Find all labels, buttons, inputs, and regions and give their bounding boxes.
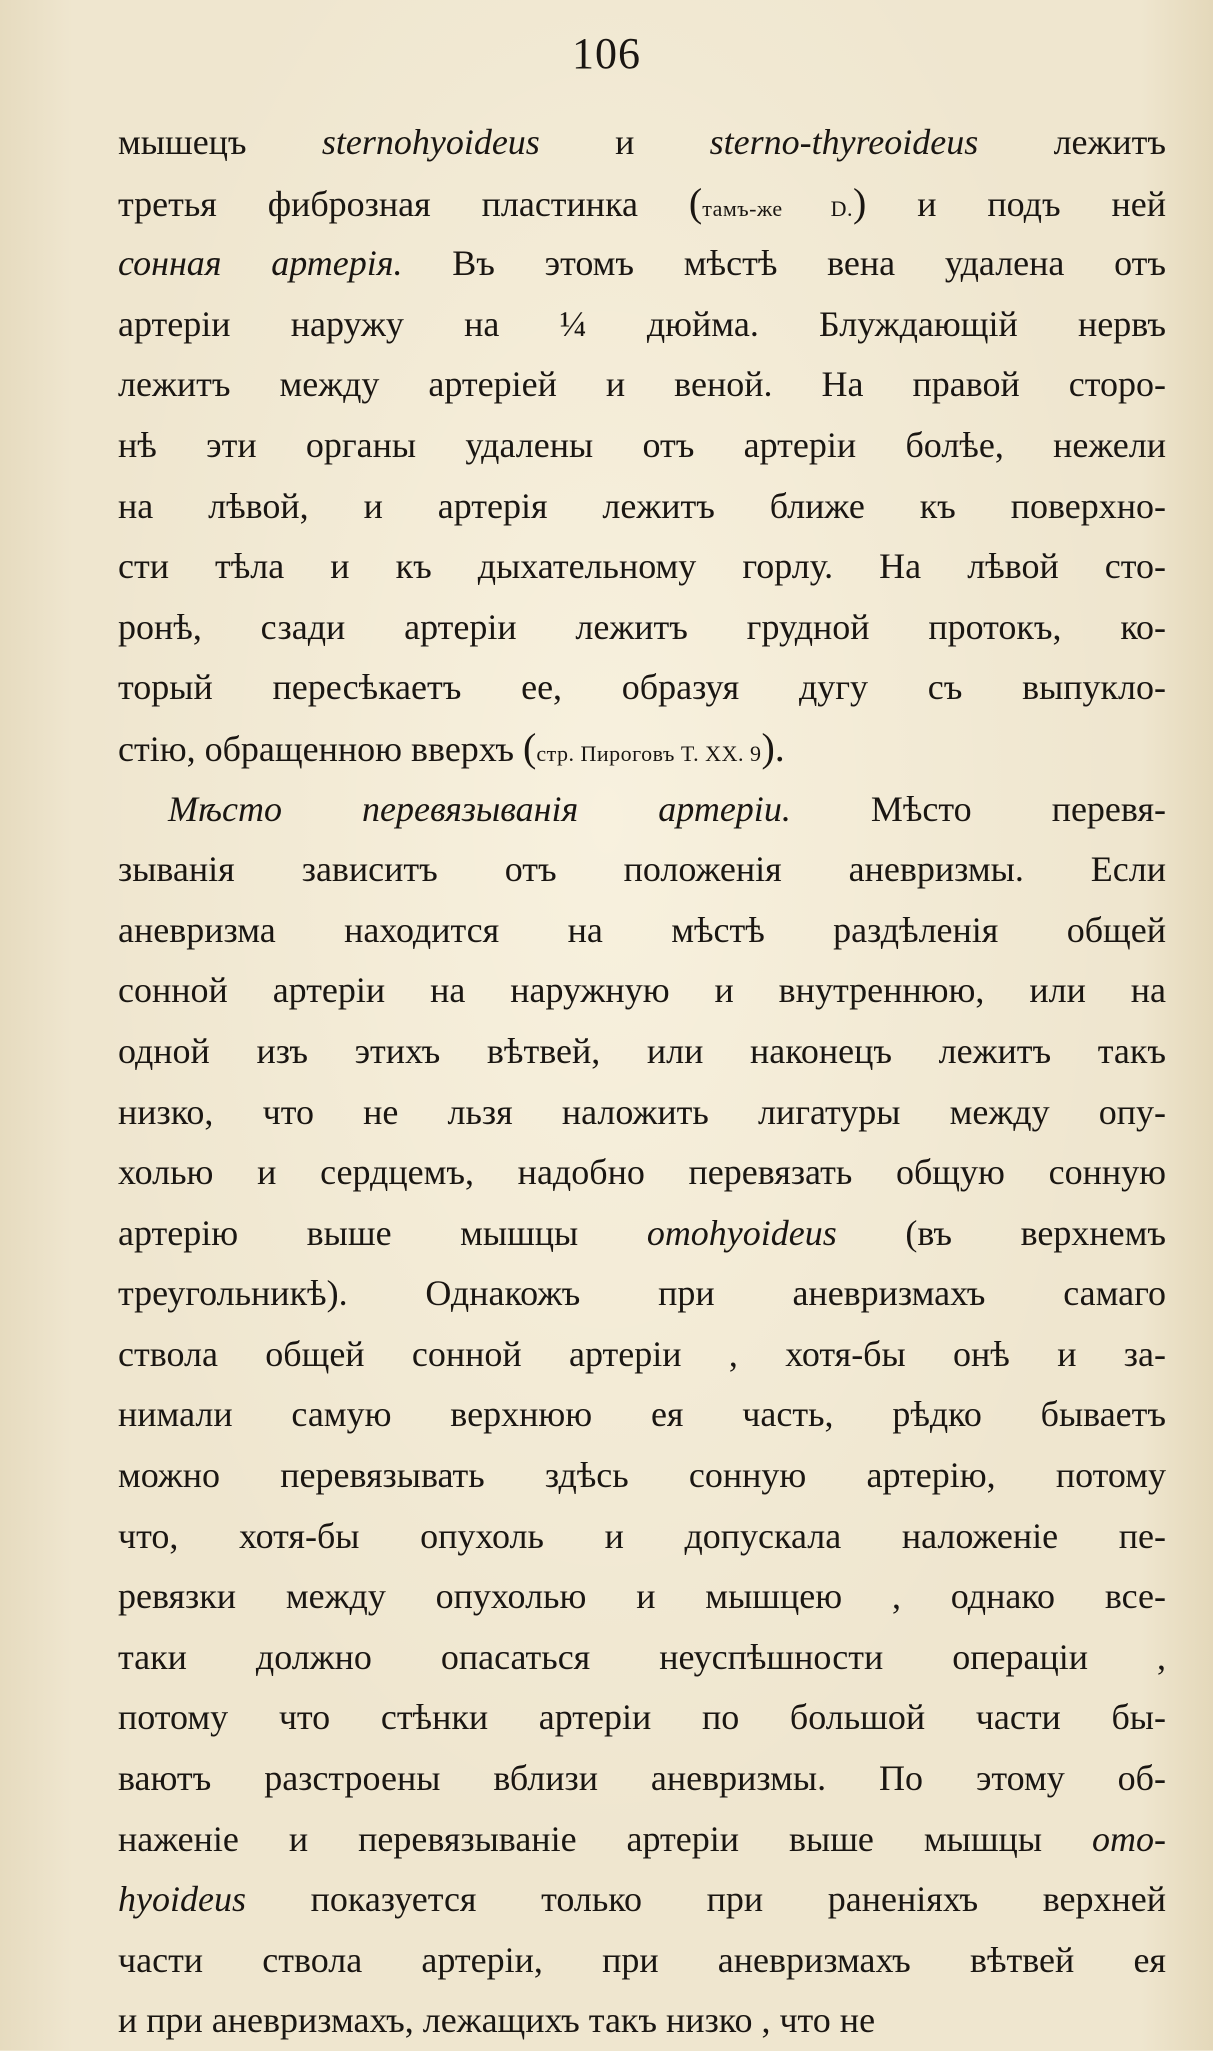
italic-text: sterno-thyreoideus (709, 122, 979, 162)
text-segment: сонной артеріи на наружную и внутреннюю, или на (118, 970, 1166, 1011)
italic-text: hyoideus (118, 1879, 246, 1920)
text-line (118, 173, 1166, 234)
text-line (118, 1324, 1166, 1385)
text-segment: зыванія зависитъ отъ положенія аневризмы. Если (118, 849, 1166, 890)
text-segment: стію, обращенною вверхъ (118, 728, 524, 769)
text-line (118, 1687, 1166, 1748)
text-segment: лежитъ (978, 122, 1166, 162)
text-segment: третья фиброзная пластинка (118, 183, 689, 224)
text-segment: ваютъ разстроены вблизи аневризмы. По этому об- (118, 1758, 1166, 1799)
text-segment: холью и сердцемъ, надобно перевязать общую сонную (118, 1152, 1166, 1193)
text-line (118, 112, 1166, 173)
italic-text: Мѣсто перевязыванія артеріи. (168, 788, 791, 829)
small-caps-reference: стр. Пироговъ T. XX. 9 (536, 740, 762, 766)
text-segment: потому что стѣнки артеріи по большой части бы- (118, 1697, 1166, 1738)
text-segment: ронѣ, сзади артеріи лежитъ грудной протокъ, ко- (118, 606, 1166, 647)
text-segment: ( (688, 179, 703, 225)
text-segment: мышецъ (118, 122, 322, 162)
text-line (118, 900, 1166, 961)
text-segment: показуется только при раненіяхъ верхней (245, 1879, 1166, 1920)
text-segment: нимали самую верхнюю ея часть, рѣдко бываетъ (118, 1394, 1166, 1435)
text-segment: (въ верхнемъ (836, 1212, 1166, 1253)
text-segment: треугольникѣ). Однакожъ при аневризмахъ самаго (118, 1273, 1166, 1314)
text-line (118, 354, 1166, 415)
text-segment: одной изъ этихъ вѣтвей, или наконецъ лежитъ такъ (118, 1030, 1166, 1071)
text-segment: Въ этомъ мѣстѣ вена удалена отъ (402, 243, 1166, 284)
text-segment: ) (852, 179, 867, 225)
text-line (118, 536, 1166, 597)
text-segment: ( (523, 724, 537, 770)
text-line (118, 1748, 1166, 1809)
text-line (118, 1263, 1166, 1324)
text-segment: можно перевязывать здѣсь сонную артерію, потому (118, 1455, 1166, 1496)
text-segment: части ствола артеріи, при аневризмахъ вѣтвей ея (118, 1939, 1166, 1980)
text-line (118, 597, 1166, 658)
text-segment: ствола общей сонной артеріи , хотя-бы онѣ и за- (118, 1333, 1166, 1374)
text-segment: аневризма находится на мѣстѣ раздѣленія общей (118, 909, 1166, 950)
text-segment: и подъ ней (866, 183, 1166, 224)
text-segment: торый пересѣкаетъ ее, образуя дугу съ выпукло- (118, 667, 1166, 708)
text-segment: артеріи наружу на ¼ дюйма. Блуждающій нервъ (118, 303, 1166, 344)
text-segment: артерію выше мышцы (118, 1212, 647, 1253)
text-line (118, 1384, 1166, 1445)
text-segment: ). (761, 724, 785, 770)
text-segment: таки должно опасаться неуспѣшности операціи , (118, 1636, 1166, 1677)
text-line (118, 1566, 1166, 1627)
text-line (118, 1203, 1166, 1264)
text-line (118, 1021, 1166, 1082)
page-number: 106 (572, 29, 641, 78)
text-line (118, 1506, 1166, 1567)
text-line (118, 657, 1166, 718)
text-line (118, 1869, 1166, 1930)
text-line (118, 718, 1166, 779)
small-caps-reference: тамъ-же D. (702, 195, 853, 221)
text-line (118, 1627, 1166, 1688)
text-segment: Мѣсто перевя- (790, 788, 1166, 829)
text-line (118, 415, 1166, 476)
text-segment: сти тѣла и къ дыхательному горлу. На лѣвой сто- (118, 546, 1166, 587)
italic-text: omo- (1092, 1818, 1166, 1859)
text-segment: ревязки между опухолью и мышцею , однако все- (118, 1576, 1166, 1617)
text-line (118, 476, 1166, 537)
text-line (118, 839, 1166, 900)
text-segment: и (539, 122, 710, 162)
body-text (118, 112, 1166, 2051)
text-line (118, 1990, 1166, 2051)
text-line (118, 1142, 1166, 1203)
text-segment: на лѣвой, и артерія лежитъ ближе къ поверхно- (118, 485, 1166, 526)
text-segment: наженіе и перевязываніе артеріи выше мышцы (118, 1818, 1092, 1859)
italic-text: omohyoideus (646, 1212, 837, 1253)
text-line (118, 1445, 1166, 1506)
text-segment: и при аневризмахъ, лежащихъ такъ низко , что не (118, 2000, 876, 2041)
text-segment: нѣ эти органы удалены отъ артеріи болѣе, нежели (118, 424, 1166, 465)
italic-text: сонная артерія. (118, 243, 403, 284)
text-line (118, 1809, 1166, 1870)
text-line (118, 1082, 1166, 1143)
text-line (118, 960, 1166, 1021)
text-line (118, 779, 1166, 840)
text-line (118, 1930, 1166, 1991)
text-line (118, 233, 1166, 294)
italic-text: sternohyoideus (321, 122, 540, 162)
text-segment: что, хотя-бы опухоль и допускала наложеніе пе- (118, 1515, 1166, 1556)
text-line (118, 294, 1166, 355)
text-segment: лежитъ между артеріей и веной. На правой сторо- (118, 364, 1166, 405)
text-segment: низко, что не льзя наложить лигатуры между опу- (118, 1091, 1166, 1132)
